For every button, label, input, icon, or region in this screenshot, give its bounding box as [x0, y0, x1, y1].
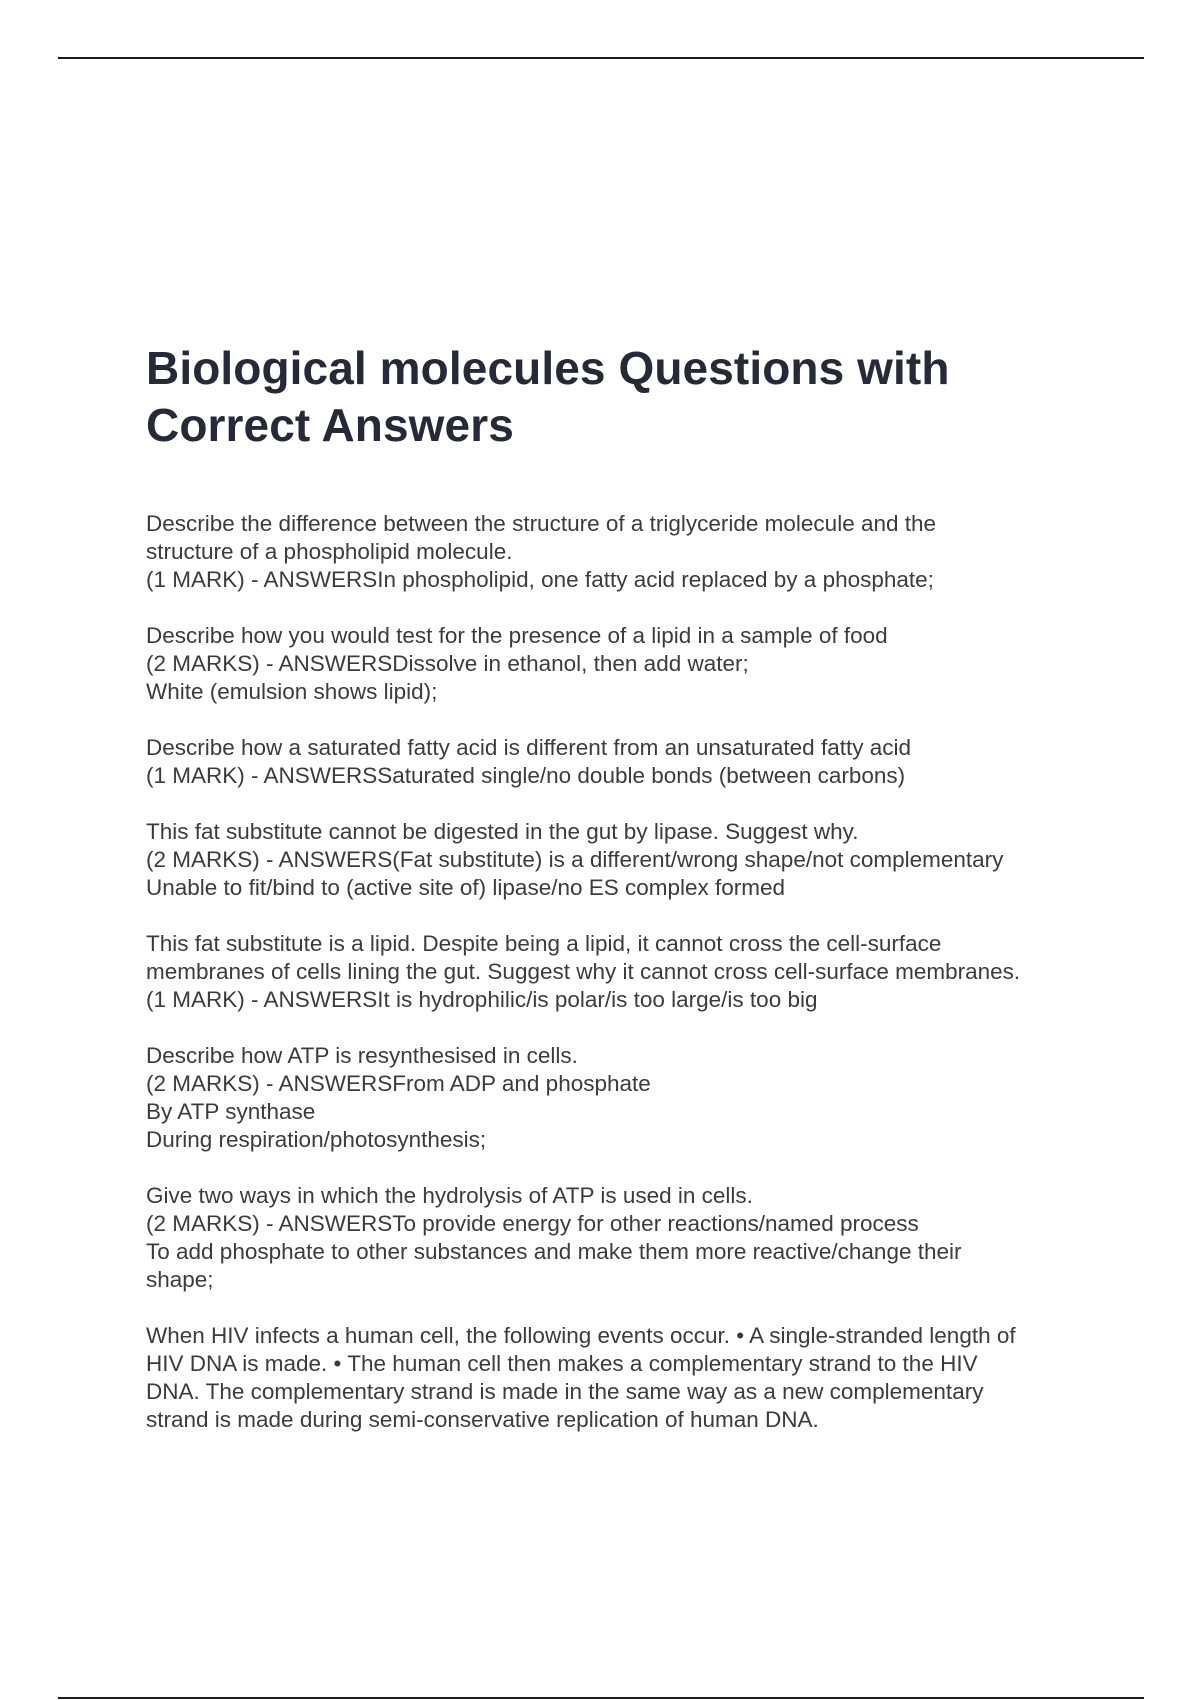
answer-text: To add phosphate to other substances and make them more reactive/change their: [146, 1239, 962, 1264]
answer-text: (2 MARKS) - ANSWERSTo provide energy for other reactions/named process: [146, 1211, 919, 1236]
answer-text: shape;: [146, 1267, 214, 1292]
document-body: [146, 340, 1106, 1462]
question-text: Describe how ATP is resynthesised in cells.: [146, 1043, 578, 1068]
question-text: This fat substitute is a lipid. Despite being a lipid, it cannot cross the cell-surface: [146, 931, 942, 956]
question-text: Give two ways in which the hydrolysis of ATP is used in cells.: [146, 1183, 753, 1208]
title-line-1: Biological molecules Questions with: [146, 342, 950, 394]
question-text: Describe how a saturated fatty acid is different from an unsaturated fatty acid: [146, 735, 911, 760]
question-text: strand is made during semi-conservative replication of human DNA.: [146, 1407, 819, 1432]
answer-text: (2 MARKS) - ANSWERSFrom ADP and phosphate: [146, 1071, 651, 1096]
bottom-rule: [58, 1697, 1144, 1699]
answer-text: During respiration/photosynthesis;: [146, 1127, 487, 1152]
document-title: [146, 340, 1106, 454]
question-text: membranes of cells lining the gut. Suggest why it cannot cross cell-surface membranes.: [146, 959, 1021, 984]
question-item: [146, 1042, 1106, 1154]
question-item: [146, 510, 1106, 594]
answer-text: (2 MARKS) - ANSWERS(Fat substitute) is a different/wrong shape/not complementary: [146, 847, 1004, 872]
answer-text: (1 MARK) - ANSWERSSaturated single/no double bonds (between carbons): [146, 763, 906, 788]
question-text: structure of a phospholipid molecule.: [146, 539, 513, 564]
answer-text: (2 MARKS) - ANSWERSDissolve in ethanol, then add water;: [146, 651, 749, 676]
answer-text: Unable to fit/bind to (active site of) lipase/no ES complex formed: [146, 875, 786, 900]
question-item: [146, 818, 1106, 902]
answer-text: White (emulsion shows lipid);: [146, 679, 438, 704]
question-item: [146, 734, 1106, 790]
top-rule: [58, 57, 1144, 59]
question-text: DNA. The complementary strand is made in the same way as a new complementary: [146, 1379, 984, 1404]
question-list: [146, 510, 1106, 1434]
question-item: [146, 622, 1106, 706]
question-text: HIV DNA is made. • The human cell then makes a complementary strand to the HIV: [146, 1351, 978, 1376]
question-text: This fat substitute cannot be digested in the gut by lipase. Suggest why.: [146, 819, 859, 844]
question-item: [146, 930, 1106, 1014]
question-item: [146, 1182, 1106, 1294]
answer-text: (1 MARK) - ANSWERSIn phospholipid, one fatty acid replaced by a phosphate;: [146, 567, 934, 592]
question-text: Describe how you would test for the presence of a lipid in a sample of food: [146, 623, 888, 648]
title-line-2: Correct Answers: [146, 399, 514, 451]
answer-text: (1 MARK) - ANSWERSIt is hydrophilic/is polar/is too large/is too big: [146, 987, 818, 1012]
question-text: When HIV infects a human cell, the following events occur. • A single-stranded length of: [146, 1323, 1016, 1348]
answer-text: By ATP synthase: [146, 1099, 316, 1124]
question-item: [146, 1322, 1106, 1434]
question-text: Describe the difference between the structure of a triglyceride molecule and the: [146, 511, 937, 536]
